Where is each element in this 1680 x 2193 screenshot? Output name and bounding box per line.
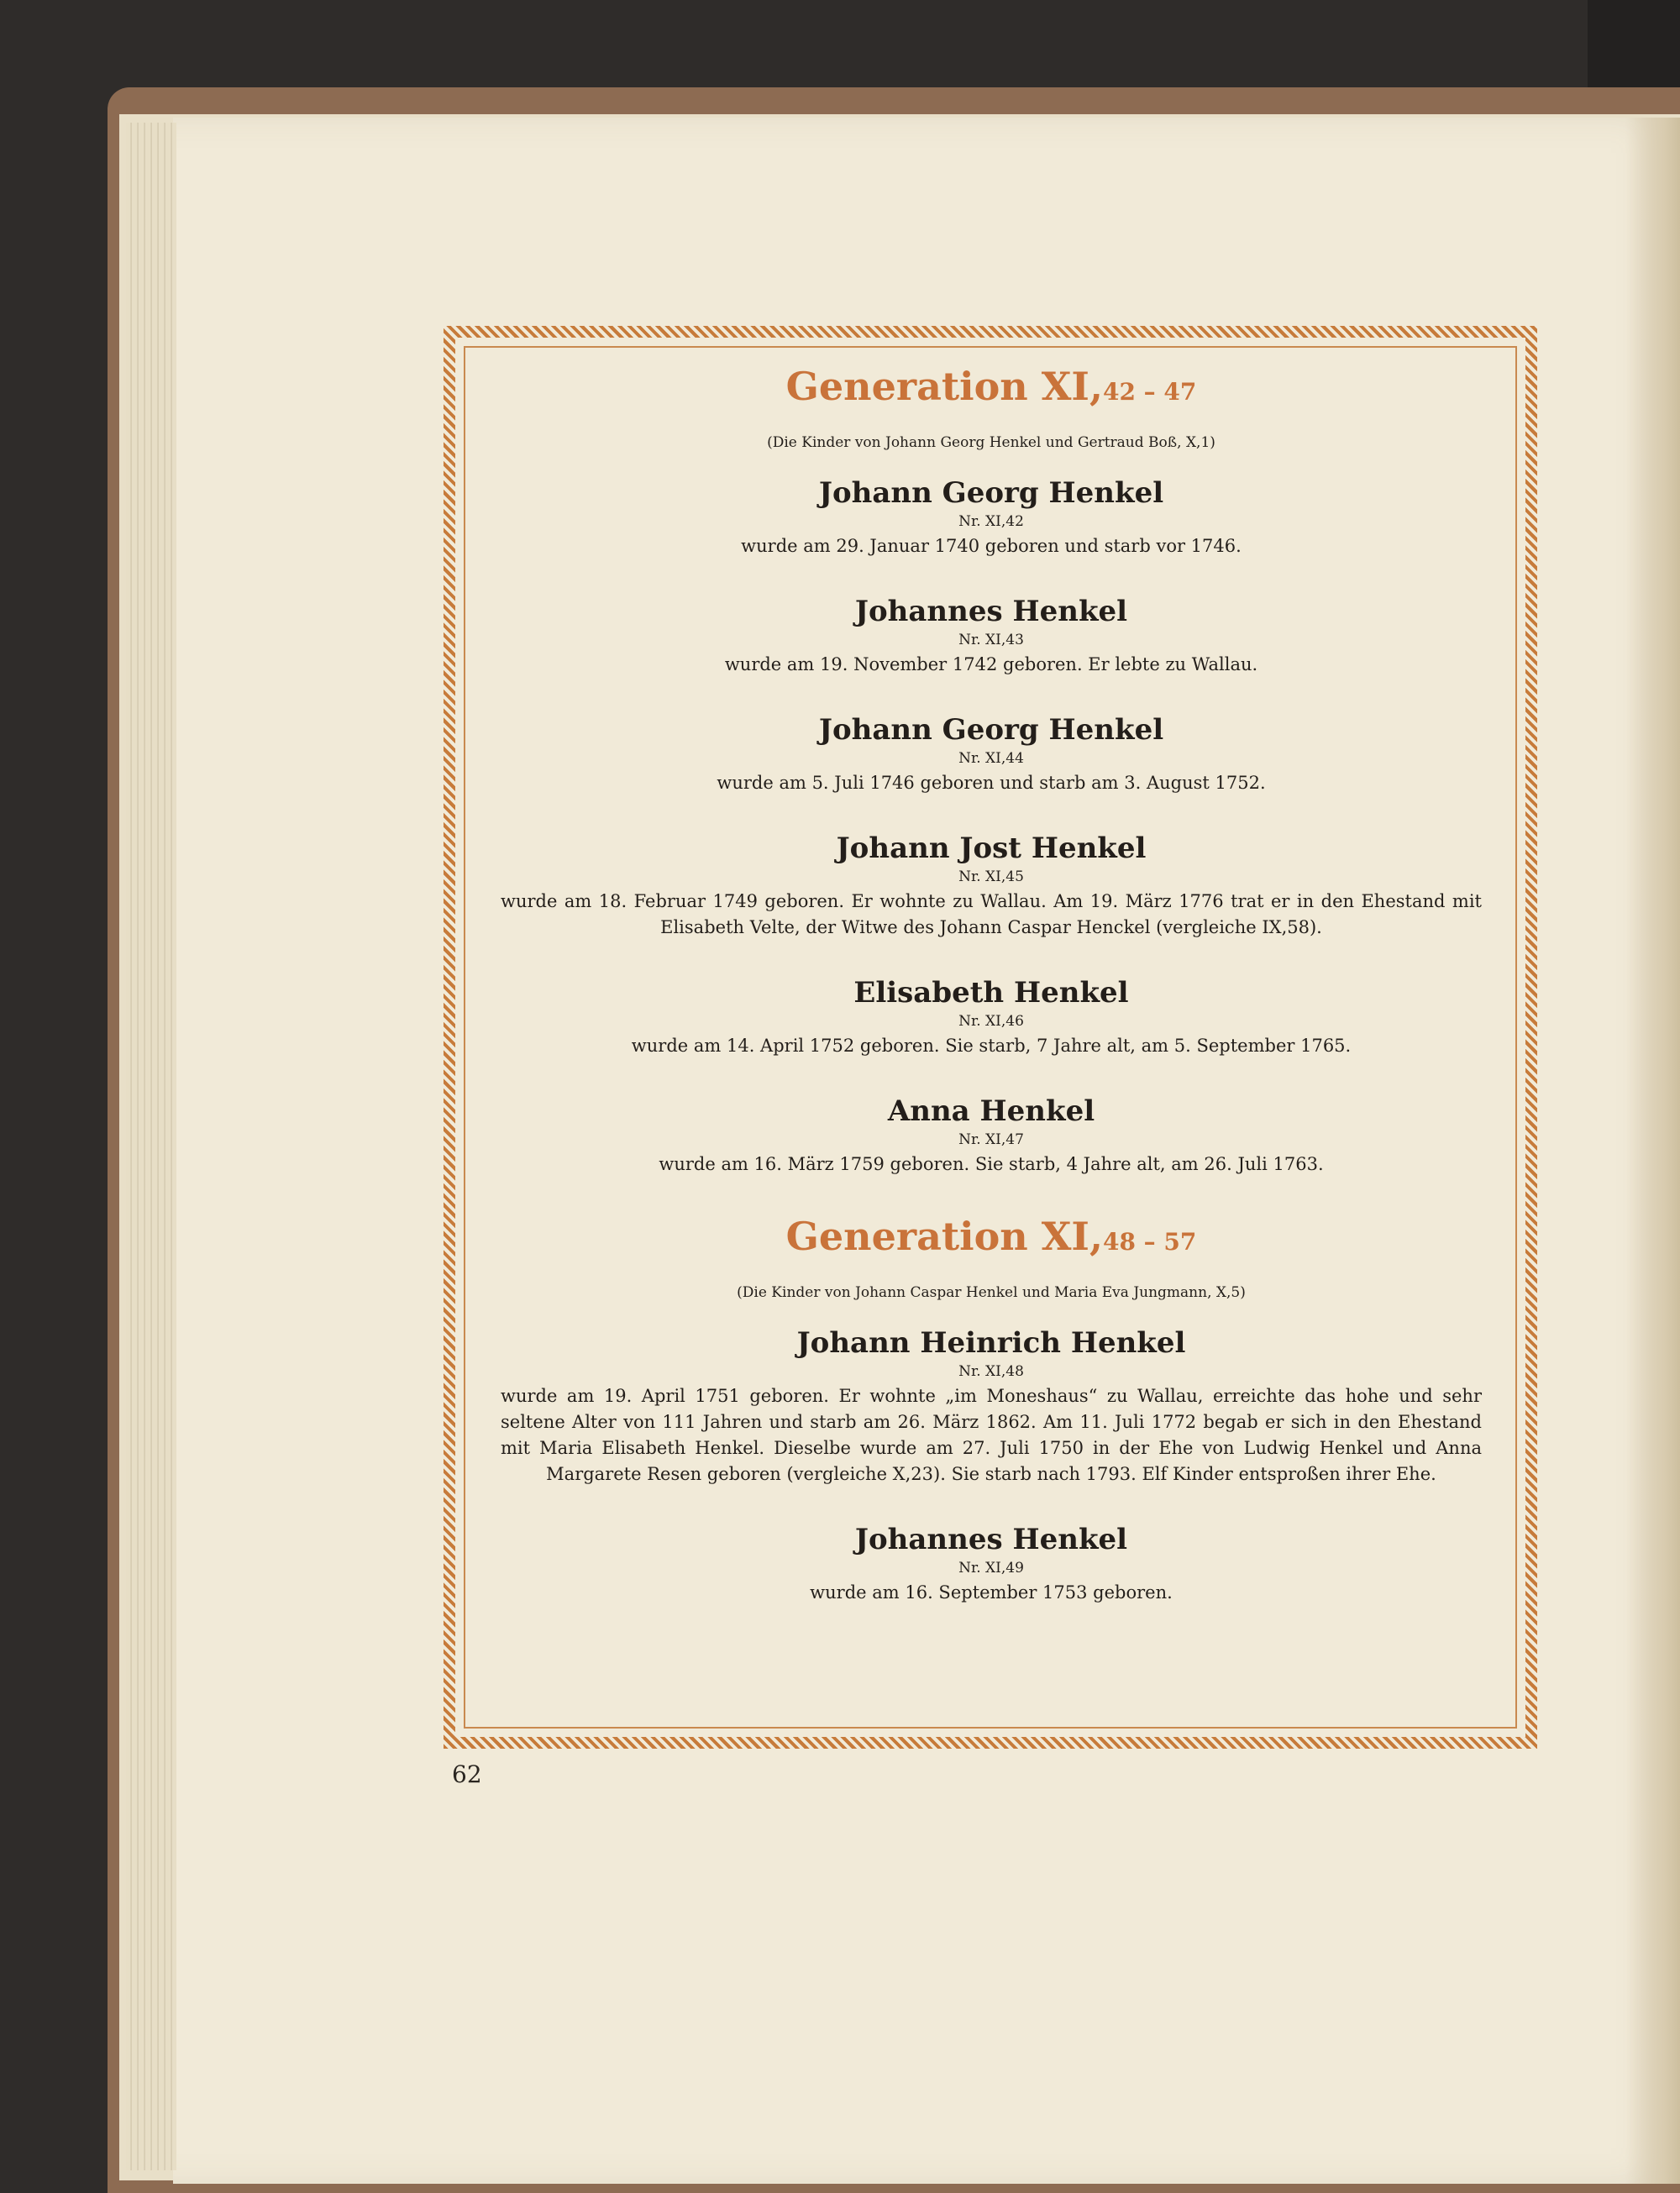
person-entry: [496, 1325, 1487, 1487]
person-text: wurde am 19. November 1742 geboren. Er lebte zu Wallau.: [724, 654, 1258, 674]
person-name: Johann Georg Henkel: [818, 713, 1164, 747]
generation-range: 48 – 57: [1102, 1228, 1197, 1256]
person-number: Nr. XI,42: [958, 513, 1024, 530]
person-text: wurde am 16. März 1759 geboren. Sie starb, 4 Jahre alt, am 26. Juli 1763.: [659, 1154, 1324, 1174]
person-entry: [496, 974, 1487, 1059]
person-name: Johann Georg Henkel: [818, 476, 1164, 510]
generation-title: Generation XI,48 – 57: [785, 1214, 1197, 1259]
generation-range: 42 – 47: [1102, 378, 1197, 406]
person-name: Johann Heinrich Henkel: [796, 1326, 1186, 1360]
person-name: Johann Jost Henkel: [836, 832, 1147, 865]
person-number: Nr. XI,47: [958, 1131, 1024, 1148]
person-entry: [496, 830, 1487, 941]
page-edges: [126, 123, 176, 2170]
person-text: wurde am 18. Februar 1749 geboren. Er wohnte zu Wallau. Am 19. März 1776 trat er in den Ehestand mit Elisabeth Velte, der Witwe des Johann Caspar Henckel (vergleiche IX,58).: [501, 891, 1482, 937]
person-number: Nr. XI,44: [958, 750, 1024, 767]
page-number: 62: [452, 1760, 482, 1788]
generation-section-1: [496, 361, 1487, 1178]
person-name: Johannes Henkel: [854, 1523, 1128, 1556]
generation-title: Generation XI,42 – 47: [785, 364, 1197, 409]
person-entry: [496, 711, 1487, 796]
page-gutter: [1625, 118, 1680, 2184]
person-entry: [496, 1093, 1487, 1178]
page-content: [496, 361, 1487, 1640]
person-text: wurde am 29. Januar 1740 geboren und starb vor 1746.: [741, 536, 1242, 556]
generation-section-2: [496, 1211, 1487, 1606]
person-number: Nr. XI,48: [958, 1363, 1024, 1380]
person-number: Nr. XI,46: [958, 1013, 1024, 1030]
person-number: Nr. XI,49: [958, 1560, 1024, 1577]
person-text: wurde am 16. September 1753 geboren.: [810, 1582, 1173, 1603]
person-name: Johannes Henkel: [854, 595, 1128, 628]
person-text: wurde am 14. April 1752 geboren. Sie starb, 7 Jahre alt, am 5. September 1765.: [631, 1036, 1352, 1056]
person-number: Nr. XI,43: [958, 632, 1024, 648]
person-name: Anna Henkel: [887, 1094, 1095, 1128]
person-number: Nr. XI,45: [958, 868, 1024, 885]
generation-subtitle: (Die Kinder von Johann Caspar Henkel und Maria Eva Jungmann, X,5): [737, 1284, 1246, 1301]
person-name: Elisabeth Henkel: [853, 976, 1129, 1010]
person-entry: [496, 593, 1487, 678]
person-text: wurde am 5. Juli 1746 geboren und starb am 3. August 1752.: [717, 773, 1266, 793]
person-entry: [496, 475, 1487, 559]
person-text: wurde am 19. April 1751 geboren. Er wohnte „im Moneshaus“ zu Wallau, erreichte das hohe und sehr seltene Alter von 111 Jahren und starb am 26. März 1862. Am 11. Juli 1772 begab er sich in den Ehestand mit Maria Elisabeth Henkel. Dieselbe wurde am 27. Juli 1750 in der Ehe von Ludwig Henkel und Anna Margarete Resen geboren (vergleiche X,23). Sie starb nach 1793. Elf Kinder entsproßen ihrer Ehe.: [501, 1386, 1482, 1484]
generation-subtitle: (Die Kinder von Johann Georg Henkel und Gertraud Boß, X,1): [767, 434, 1215, 451]
person-entry: [496, 1521, 1487, 1606]
